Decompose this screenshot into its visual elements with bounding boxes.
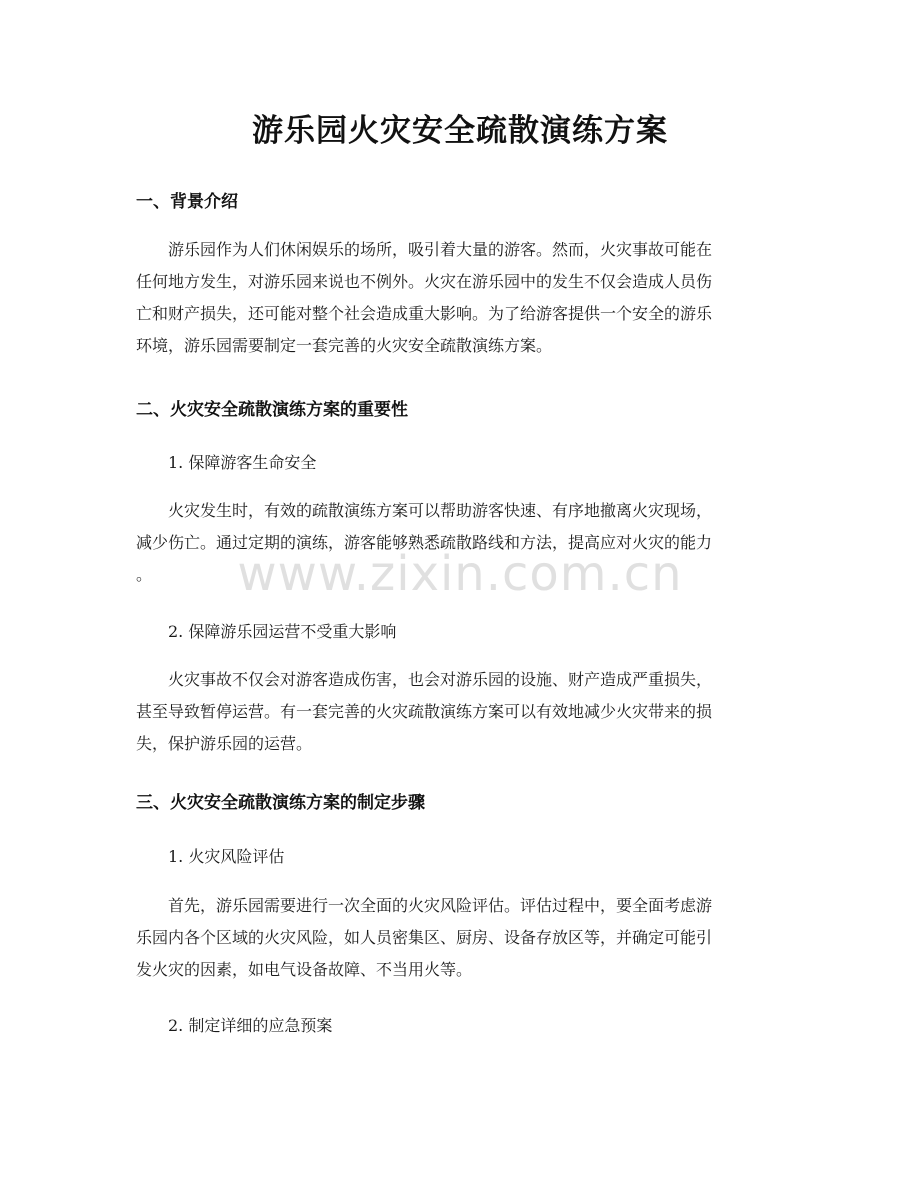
paragraph-background [136,234,786,362]
section-heading-steps: 三、火灾安全疏散演练方案的制定步骤 [136,793,425,813]
section-heading-background: 一、背景介绍 [136,192,238,212]
paragraph-line: 乐园内各个区域的火灾风险，如人员密集区、厨房、设备存放区等，并确定可能引 [136,928,713,947]
paragraph-line: 亡和财产损失，还可能对整个社会造成重大影响。为了给游客提供一个安全的游乐 [136,304,713,323]
document-title: 游乐园火灾安全疏散演练方案 [252,113,668,149]
section-heading-importance: 二、火灾安全疏散演练方案的重要性 [136,400,408,420]
paragraph-line: 。 [136,565,153,584]
paragraph-line: 游乐园作为人们休闲娱乐的场所，吸引着大量的游客。然而，火灾事故可能在 [168,240,713,259]
paragraph-line: 火灾发生时，有效的疏散演练方案可以帮助游客快速、有序地撤离火灾现场， [168,501,713,520]
paragraph-line: 甚至导致暂停运营。有一套完善的火灾疏散演练方案可以有效地减少火灾带来的损 [136,702,713,721]
paragraph-line: 失，保护游乐园的运营。 [136,734,313,753]
subheading-visitor-safety: 1. 保障游客生命安全 [168,453,317,472]
paragraph-line: 首先，游乐园需要进行一次全面的火灾风险评估。评估过程中，要全面考虑游 [168,896,713,915]
subheading-operation-safety: 2. 保障游乐园运营不受重大影响 [168,622,397,641]
paragraph-risk-assessment [136,890,786,986]
watermark: www.zixin.com.cn [237,546,683,602]
subheading-risk-assessment: 1. 火灾风险评估 [168,847,285,866]
paragraph-line: 火灾事故不仅会对游客造成伤害，也会对游乐园的设施、财产造成严重损失， [168,670,713,689]
paragraph-line: 任何地方发生，对游乐园来说也不例外。火灾在游乐园中的发生不仅会造成人员伤 [136,272,713,291]
paragraph-operation-safety [136,664,786,760]
paragraph-line: 发火灾的因素，如电气设备故障、不当用火等。 [136,960,473,979]
paragraph-visitor-safety [136,495,786,591]
subheading-emergency-plan: 2. 制定详细的应急预案 [168,1016,333,1035]
paragraph-line: 环境，游乐园需要制定一套完善的火灾安全疏散演练方案。 [136,336,553,355]
paragraph-line: 减少伤亡。通过定期的演练，游客能够熟悉疏散路线和方法，提高应对火灾的能力 [136,533,713,552]
